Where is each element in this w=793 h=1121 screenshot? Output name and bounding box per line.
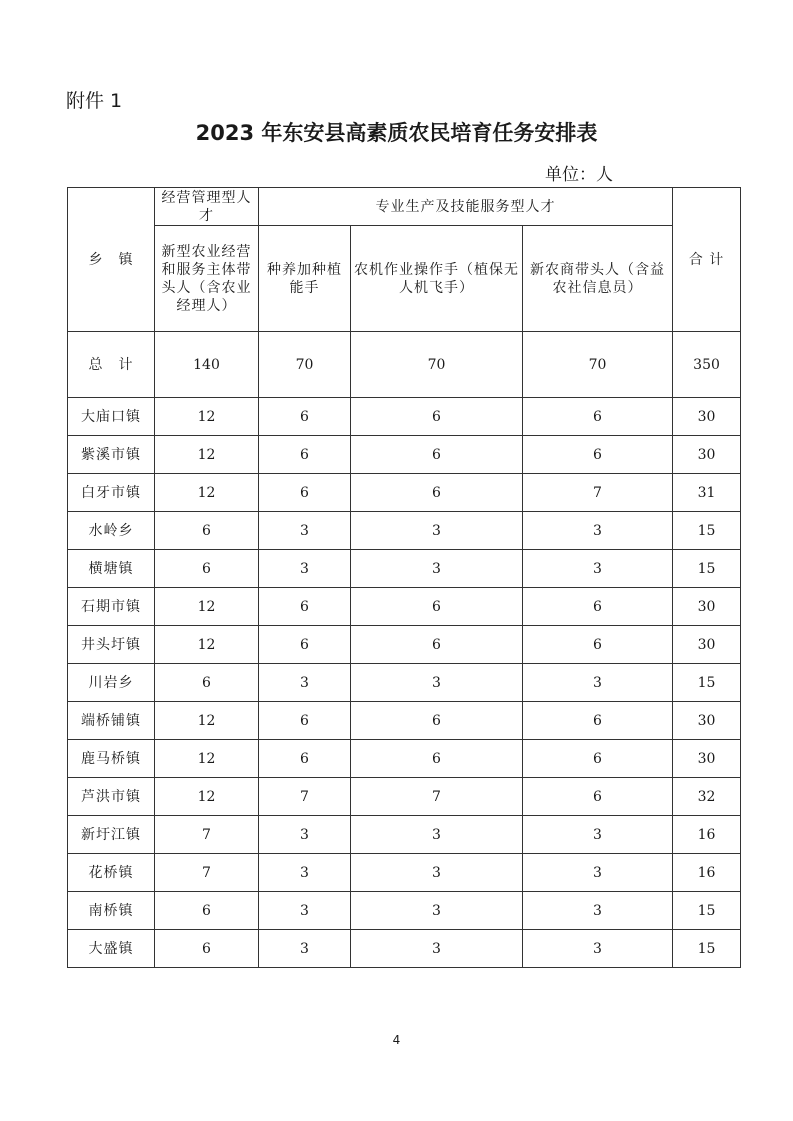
- value-management: 12: [155, 436, 259, 474]
- town-name: 横塘镇: [68, 550, 155, 588]
- table-row: [68, 626, 741, 664]
- value-merchant: 6: [523, 398, 673, 436]
- value-machinery: 3: [351, 550, 523, 588]
- value-merchant: 3: [523, 930, 673, 968]
- value-planting: 3: [259, 664, 351, 702]
- value-merchant: 7: [523, 474, 673, 512]
- value-planting: 3: [259, 892, 351, 930]
- total-sum: 350: [673, 332, 741, 398]
- value-total: 16: [673, 854, 741, 892]
- town-name: 川岩乡: [68, 664, 155, 702]
- table-row: [68, 398, 741, 436]
- value-total: 15: [673, 512, 741, 550]
- value-total: 30: [673, 398, 741, 436]
- value-planting: 6: [259, 474, 351, 512]
- total-machinery: 70: [351, 332, 523, 398]
- value-management: 7: [155, 816, 259, 854]
- header-group-management: 经营管理型人才: [155, 188, 259, 226]
- value-planting: 3: [259, 816, 351, 854]
- table-row: [68, 930, 741, 968]
- total-row: [68, 332, 741, 398]
- value-total: 31: [673, 474, 741, 512]
- page-title: 2023 年东安县高素质农民培育任务安排表: [195, 121, 598, 145]
- value-management: 12: [155, 474, 259, 512]
- task-allocation-table: [67, 187, 741, 968]
- value-machinery: 3: [351, 816, 523, 854]
- value-total: 30: [673, 436, 741, 474]
- value-total: 30: [673, 740, 741, 778]
- value-planting: 3: [259, 512, 351, 550]
- town-name: 鹿马桥镇: [68, 740, 155, 778]
- value-merchant: 6: [523, 778, 673, 816]
- value-management: 6: [155, 550, 259, 588]
- value-machinery: 3: [351, 892, 523, 930]
- value-machinery: 3: [351, 664, 523, 702]
- value-planting: 3: [259, 854, 351, 892]
- town-name: 水岭乡: [68, 512, 155, 550]
- header-row-2: [68, 226, 741, 332]
- town-name: 新圩江镇: [68, 816, 155, 854]
- value-total: 30: [673, 588, 741, 626]
- town-name: 南桥镇: [68, 892, 155, 930]
- value-planting: 7: [259, 778, 351, 816]
- header-management-sub: 新型农业经营和服务主体带头人（含农业经理人）: [155, 226, 259, 332]
- value-merchant: 6: [523, 588, 673, 626]
- value-total: 30: [673, 702, 741, 740]
- value-management: 12: [155, 778, 259, 816]
- value-merchant: 3: [523, 550, 673, 588]
- town-name: 花桥镇: [68, 854, 155, 892]
- value-planting: 6: [259, 740, 351, 778]
- value-total: 16: [673, 816, 741, 854]
- value-machinery: 6: [351, 588, 523, 626]
- value-merchant: 3: [523, 854, 673, 892]
- header-planting: 种养加种植能手: [259, 226, 351, 332]
- value-planting: 6: [259, 398, 351, 436]
- value-management: 7: [155, 854, 259, 892]
- value-machinery: 3: [351, 854, 523, 892]
- table-row: [68, 474, 741, 512]
- town-name: 白牙市镇: [68, 474, 155, 512]
- table-row: [68, 892, 741, 930]
- table-row: [68, 664, 741, 702]
- table-row: [68, 740, 741, 778]
- table-row: [68, 854, 741, 892]
- table-row: [68, 588, 741, 626]
- value-merchant: 3: [523, 816, 673, 854]
- value-total: 15: [673, 930, 741, 968]
- value-management: 12: [155, 626, 259, 664]
- table-row: [68, 778, 741, 816]
- total-merchant: 70: [523, 332, 673, 398]
- value-merchant: 6: [523, 740, 673, 778]
- total-management: 140: [155, 332, 259, 398]
- value-planting: 6: [259, 588, 351, 626]
- value-management: 12: [155, 740, 259, 778]
- attachment-label: 附件 1: [66, 90, 123, 112]
- value-planting: 6: [259, 702, 351, 740]
- header-group-professional: 专业生产及技能服务型人才: [259, 188, 673, 226]
- value-machinery: 3: [351, 512, 523, 550]
- value-machinery: 6: [351, 398, 523, 436]
- value-total: 15: [673, 664, 741, 702]
- value-merchant: 3: [523, 664, 673, 702]
- table-row: [68, 512, 741, 550]
- town-name: 石期市镇: [68, 588, 155, 626]
- header-row-1: [68, 188, 741, 226]
- value-merchant: 6: [523, 436, 673, 474]
- town-name: 井头圩镇: [68, 626, 155, 664]
- value-machinery: 6: [351, 474, 523, 512]
- town-name: 芦洪市镇: [68, 778, 155, 816]
- value-planting: 6: [259, 436, 351, 474]
- table-row: [68, 816, 741, 854]
- header-town: 乡 镇: [68, 188, 155, 332]
- page-number: 4: [392, 1033, 401, 1047]
- table-row: [68, 550, 741, 588]
- table-row: [68, 436, 741, 474]
- town-name: 大盛镇: [68, 930, 155, 968]
- value-management: 6: [155, 512, 259, 550]
- total-planting: 70: [259, 332, 351, 398]
- value-machinery: 3: [351, 930, 523, 968]
- value-merchant: 6: [523, 702, 673, 740]
- value-management: 6: [155, 930, 259, 968]
- header-merchant: 新农商带头人（含益农社信息员）: [523, 226, 673, 332]
- value-management: 6: [155, 892, 259, 930]
- value-planting: 6: [259, 626, 351, 664]
- value-management: 12: [155, 702, 259, 740]
- town-name: 紫溪市镇: [68, 436, 155, 474]
- value-machinery: 7: [351, 778, 523, 816]
- value-management: 12: [155, 398, 259, 436]
- value-merchant: 6: [523, 626, 673, 664]
- unit-label: 单位：人: [545, 165, 613, 185]
- value-management: 12: [155, 588, 259, 626]
- value-machinery: 6: [351, 626, 523, 664]
- value-planting: 3: [259, 550, 351, 588]
- value-total: 32: [673, 778, 741, 816]
- value-machinery: 6: [351, 702, 523, 740]
- value-total: 15: [673, 892, 741, 930]
- header-total: 合 计: [673, 188, 741, 332]
- value-machinery: 6: [351, 740, 523, 778]
- value-machinery: 6: [351, 436, 523, 474]
- table-row: [68, 702, 741, 740]
- town-name: 端桥铺镇: [68, 702, 155, 740]
- header-machinery: 农机作业操作手（植保无人机飞手）: [351, 226, 523, 332]
- value-management: 6: [155, 664, 259, 702]
- town-name: 大庙口镇: [68, 398, 155, 436]
- value-total: 15: [673, 550, 741, 588]
- value-planting: 3: [259, 930, 351, 968]
- value-merchant: 3: [523, 512, 673, 550]
- value-total: 30: [673, 626, 741, 664]
- value-merchant: 3: [523, 892, 673, 930]
- total-label: 总 计: [68, 332, 155, 398]
